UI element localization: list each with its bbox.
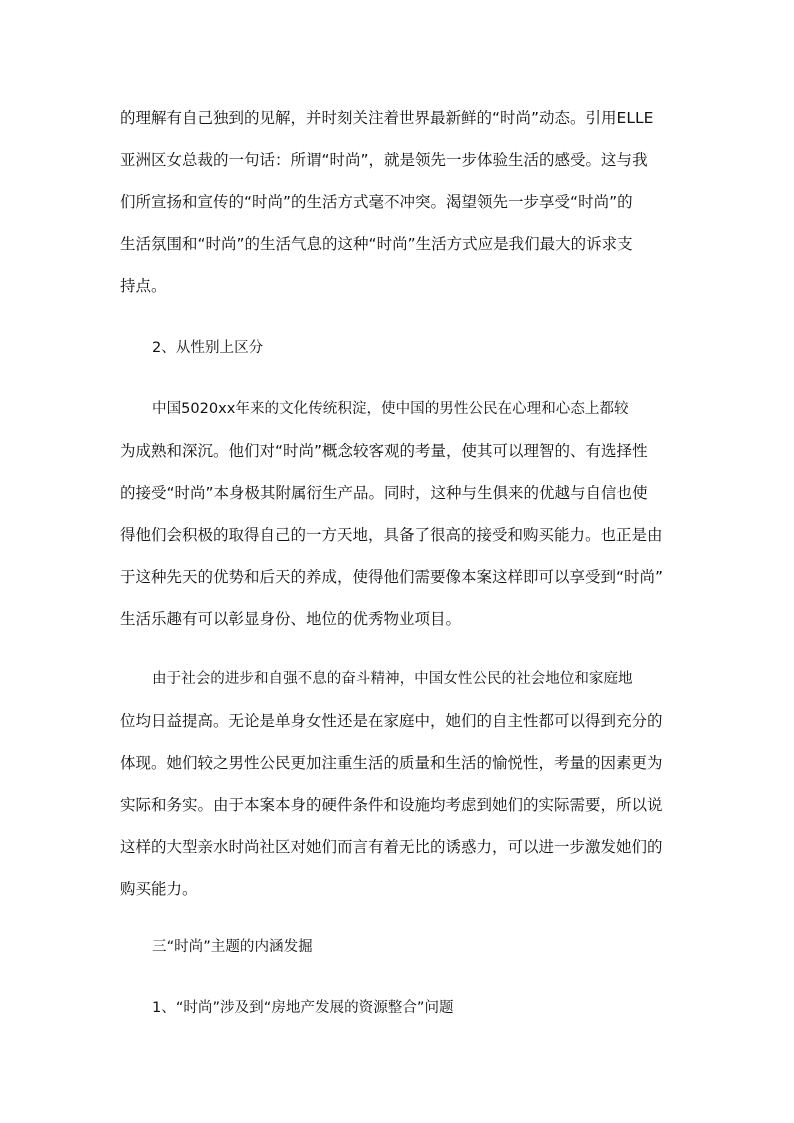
section-heading: 三“时尚”主题的内涵发掘	[152, 938, 313, 955]
paragraph-line: 位均日益提高。无论是单身女性还是在家庭中，她们的自主性都可以得到充分的	[120, 712, 663, 730]
paragraph-line: 中国5020xx年来的文化传统积淀，使中国的男性公民在心理和心态上都较	[152, 400, 629, 417]
paragraph-line: 的接受“时尚”本身极其附属衍生产品。同时，这种与生俱来的优越与自信也使	[120, 484, 648, 502]
paragraph-line: 这样的大型亲水时尚社区对她们而言有着无比的诱惑力，可以进一步激发她们的	[120, 838, 663, 856]
paragraph-line: 亚洲区女总裁的一句话：所谓“时尚”，就是领先一步体验生活的感受。这与我	[120, 151, 648, 169]
paragraph-line: 为成熟和深沉。他们对“时尚”概念较客观的考量，使其可以理智的、有选择性	[120, 442, 648, 460]
paragraph-line: 实际和务实。由于本案本身的硬件条件和设施均考虑到她们的实际需要，所以说	[120, 796, 663, 814]
paragraph-line: 体现。她们较之男性公民更加注重生活的质量和生活的愉悦性，考量的因素更为	[120, 754, 663, 772]
section-heading: 2、从性别上区分	[152, 339, 264, 356]
paragraph-line: 生活乐趣有可以彰显身份、地位的优秀物业项目。	[120, 610, 462, 628]
paragraph-line: 于这种先天的优势和后天的养成，使得他们需要像本案这样即可以享受到“时尚”	[120, 568, 664, 586]
paragraph-line: 持点。	[120, 277, 167, 295]
paragraph-line: 由于社会的进步和自强不息的奋斗精神，中国女性公民的社会地位和家庭地	[152, 670, 633, 687]
paragraph-line: 的理解有自己独到的见解，并时刻关注着世界最新鲜的“时尚”动态。引用ELLE	[120, 109, 654, 127]
paragraph-line: 们所宣扬和宣传的“时尚”的生活方式毫不冲突。渴望领先一步享受“时尚”的	[120, 193, 633, 211]
paragraph-line: 生活氛围和“时尚”的生活气息的这种“时尚”生活方式应是我们最大的诉求支	[120, 235, 633, 253]
paragraph-line: 得他们会积极的取得自己的一方天地，具备了很高的接受和购买能力。也正是由	[120, 526, 663, 544]
paragraph-line: 购买能力。	[120, 880, 198, 898]
subsection-heading: 1、“时尚”涉及到“房地产发展的资源整合”问题	[152, 999, 454, 1016]
